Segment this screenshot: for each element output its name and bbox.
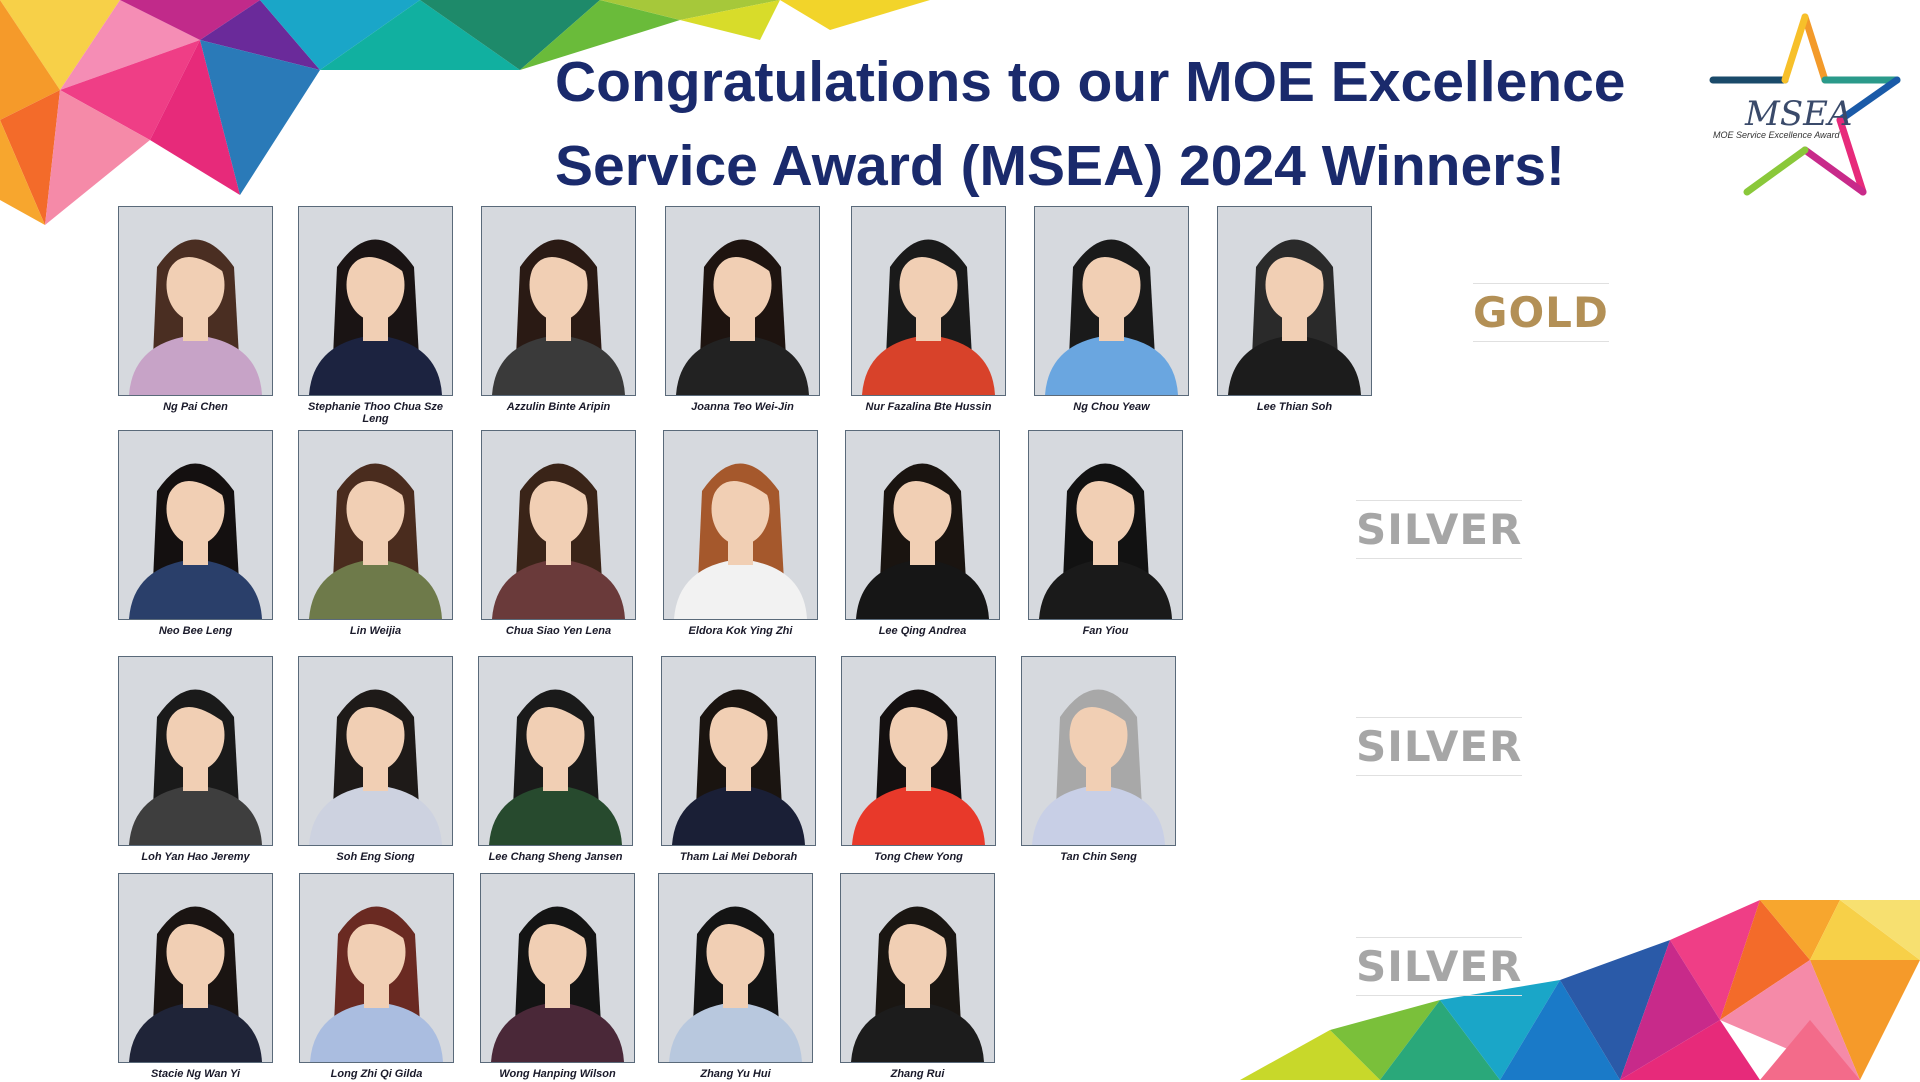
winner-name: Joanna Teo Wei-Jin — [691, 401, 794, 413]
winner-name: Fan Yiou — [1082, 625, 1129, 637]
decorative-polygons-bottom-right — [1240, 900, 1920, 1080]
winner-photo — [663, 430, 818, 620]
winner-photo — [481, 206, 636, 396]
winner-card — [1021, 656, 1176, 865]
winner-name: Tong Chew Yong — [874, 851, 963, 863]
winner-photo — [298, 656, 453, 846]
winner-card — [658, 873, 813, 1082]
winner-name: Lee Chang Sheng Jansen — [488, 851, 623, 863]
winner-name: Wong Hanping Wilson — [499, 1068, 616, 1080]
winner-photo — [845, 430, 1000, 620]
winner-photo — [481, 430, 636, 620]
tier-label-silver-3: SILVER — [1356, 937, 1522, 996]
tier-label-silver-1: SILVER — [1356, 500, 1522, 559]
winner-photo — [118, 430, 273, 620]
winner-card — [665, 206, 820, 415]
winner-photo — [480, 873, 635, 1063]
winner-card — [1217, 206, 1372, 415]
winner-name: Azzulin Binte Aripin — [506, 401, 611, 413]
winner-name: Chua Siao Yen Lena — [505, 625, 612, 637]
winner-card — [1028, 430, 1183, 639]
winner-card — [840, 873, 995, 1082]
winner-name: Tan Chin Seng — [1060, 851, 1137, 863]
winner-name: Stacie Ng Wan Yi — [150, 1068, 241, 1080]
title-line-1: Congratulations to our MOE Excellence — [555, 50, 1626, 114]
winner-photo — [1034, 206, 1189, 396]
winner-card — [298, 656, 453, 865]
winner-photo — [1217, 206, 1372, 396]
winner-name: Zhang Rui — [890, 1068, 945, 1080]
winner-name: Loh Yan Hao Jeremy — [141, 851, 250, 863]
winner-card — [841, 656, 996, 865]
winner-photo — [851, 206, 1006, 396]
winner-name: Lee Qing Andrea — [878, 625, 967, 637]
winner-photo — [118, 873, 273, 1063]
winner-card — [478, 656, 633, 865]
winner-photo — [658, 873, 813, 1063]
winner-card — [298, 430, 453, 639]
logo-text: MSEA — [1745, 94, 1853, 134]
winner-photo — [661, 656, 816, 846]
title-line-2: Service Award (MSEA) 2024 Winners! — [555, 134, 1566, 198]
winner-card — [480, 873, 635, 1082]
winner-photo — [118, 206, 273, 396]
winner-photo — [299, 873, 454, 1063]
winner-name: Nur Fazalina Bte Hussin — [865, 401, 992, 413]
winner-card — [845, 430, 1000, 639]
winner-card — [118, 873, 273, 1082]
winner-card — [851, 206, 1006, 415]
winner-name: Soh Eng Siong — [336, 851, 415, 863]
winner-card — [118, 206, 273, 415]
winner-photo — [1021, 656, 1176, 846]
winner-name: Ng Pai Chen — [163, 401, 228, 413]
winner-photo — [841, 656, 996, 846]
winner-name: Ng Chou Yeaw — [1073, 401, 1150, 413]
winner-name: Tham Lai Mei Deborah — [679, 851, 798, 863]
msea-logo — [1705, 12, 1905, 202]
winner-photo — [118, 656, 273, 846]
winner-name: Eldora Kok Ying Zhi — [688, 625, 793, 637]
winner-card — [661, 656, 816, 865]
page-title — [555, 40, 1705, 208]
winner-name: Lin Weijia — [349, 625, 402, 637]
winner-name: Neo Bee Leng — [158, 625, 233, 637]
winner-photo — [1028, 430, 1183, 620]
winner-card — [1034, 206, 1189, 415]
winner-card — [299, 873, 454, 1082]
winner-card — [118, 430, 273, 639]
logo-subtitle: MOE Service Excellence Award — [1713, 130, 1840, 140]
winner-photo — [298, 430, 453, 620]
winner-photo — [478, 656, 633, 846]
winner-name: Lee Thian Soh — [1256, 401, 1333, 413]
winner-card — [663, 430, 818, 639]
winner-card — [481, 206, 636, 415]
winner-name: Long Zhi Qi Gilda — [330, 1068, 423, 1080]
winner-photo — [298, 206, 453, 396]
winner-card — [481, 430, 636, 639]
winner-card — [118, 656, 273, 865]
winner-name: Stephanie Thoo Chua Sze Leng — [307, 401, 444, 425]
tier-label-silver-2: SILVER — [1356, 717, 1522, 776]
tier-label-gold: GOLD — [1473, 283, 1609, 342]
winner-photo — [840, 873, 995, 1063]
winner-photo — [665, 206, 820, 396]
winner-name: Zhang Yu Hui — [700, 1068, 771, 1080]
winner-card — [298, 206, 453, 425]
